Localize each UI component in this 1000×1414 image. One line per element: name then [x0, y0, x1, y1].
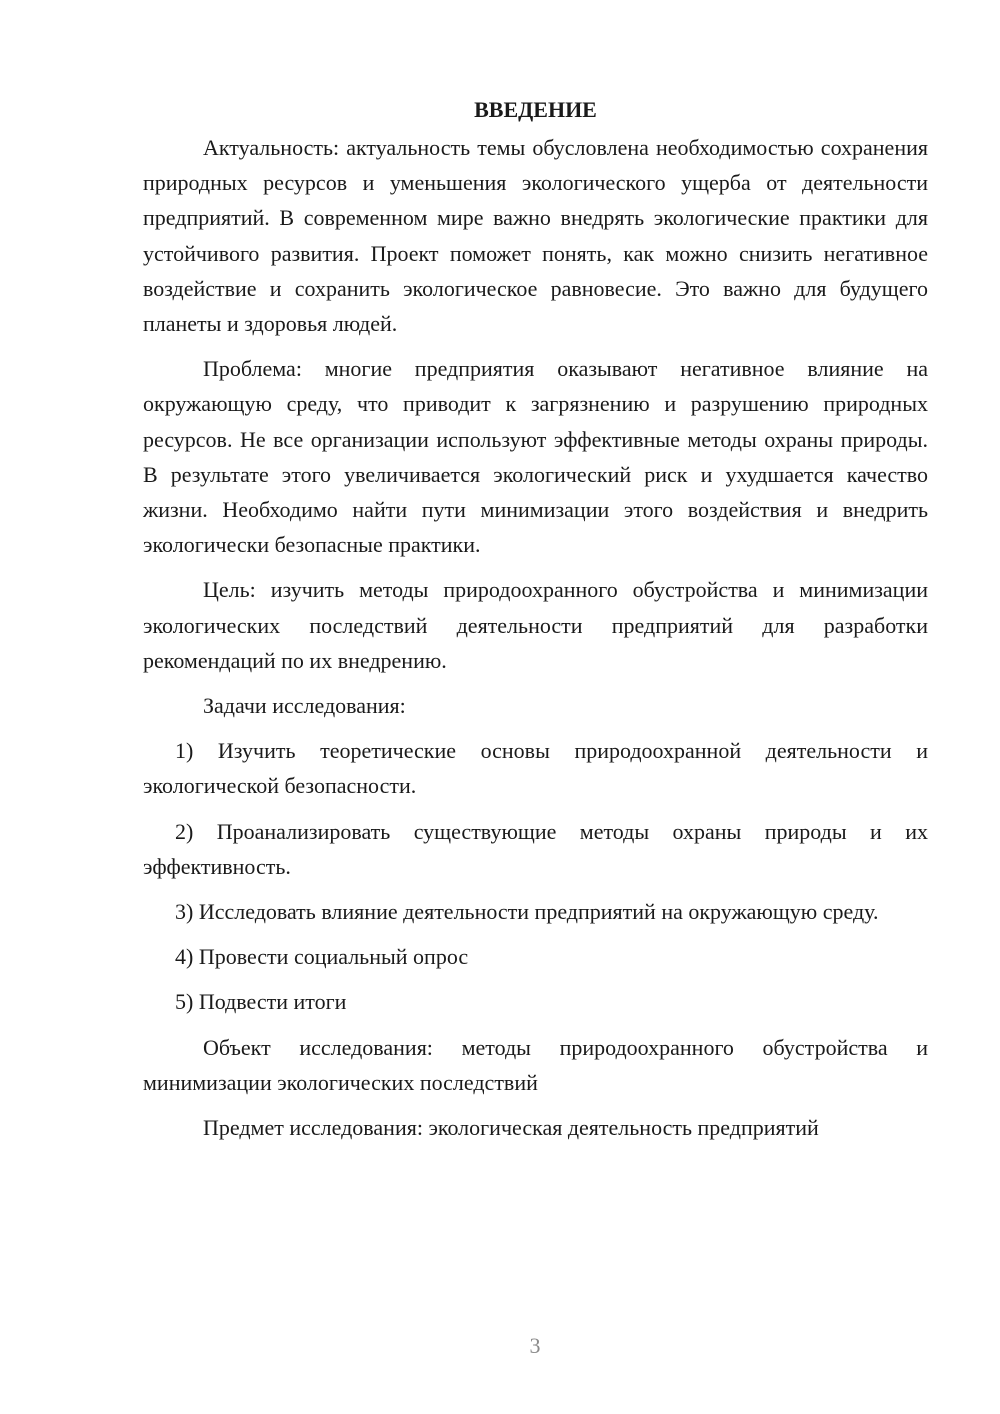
task-item: 1) Изучить теоретические основы природоохранной деятельности и экологической безопасности.: [143, 738, 928, 799]
goal-paragraph: Цель: изучить методы природоохранного обустройства и минимизации экологических последствий деятельности предприятий для разработки рекомендаций по их внедрению.: [143, 577, 928, 673]
subject-paragraph: Предмет исследования: экологическая деятельность предприятий: [203, 1115, 819, 1141]
page-number: 3: [529, 1333, 541, 1358]
problem-paragraph: Проблема: многие предприятия оказывают негативное влияние на окружающую среду, что приводит к загрязнению и разрушению природных ресурсов. Не все организации используют эффективные методы охраны природы. В результате этого увеличивается экологический риск и ухудшается качество жизни. Необходимо найти пути минимизации этого воздействия и внедрить экологически безопасные практики.: [143, 356, 928, 558]
page-title: ВВЕДЕНИЕ: [474, 97, 597, 122]
task-item: 4) Провести социальный опрос: [175, 944, 469, 970]
task-item: 5) Подвести итоги: [175, 989, 347, 1015]
task-item: 3) Исследовать влияние деятельности предприятий на окружающую среду.: [175, 899, 879, 925]
relevance-paragraph: Актуальность: актуальность темы обусловлена необходимостью сохранения природных ресурсов и уменьшения экологического ущерба от деятельности предприятий. В современном мире важно внедрять экологические практики для устойчивого развития. Проект поможет понять, как можно снизить негативное воздействие и сохранить экологическое равновесие. Это важно для будущего планеты и здоровья людей.: [143, 135, 928, 337]
page-content: [143, 92, 928, 1155]
task-item: 2) Проанализировать существующие методы охраны природы и их эффективность.: [143, 818, 928, 879]
tasks-heading: Задачи исследования:: [203, 693, 406, 719]
object-paragraph: Объект исследования: методы природоохранного обустройства и минимизации экологических последствий: [143, 1034, 928, 1095]
